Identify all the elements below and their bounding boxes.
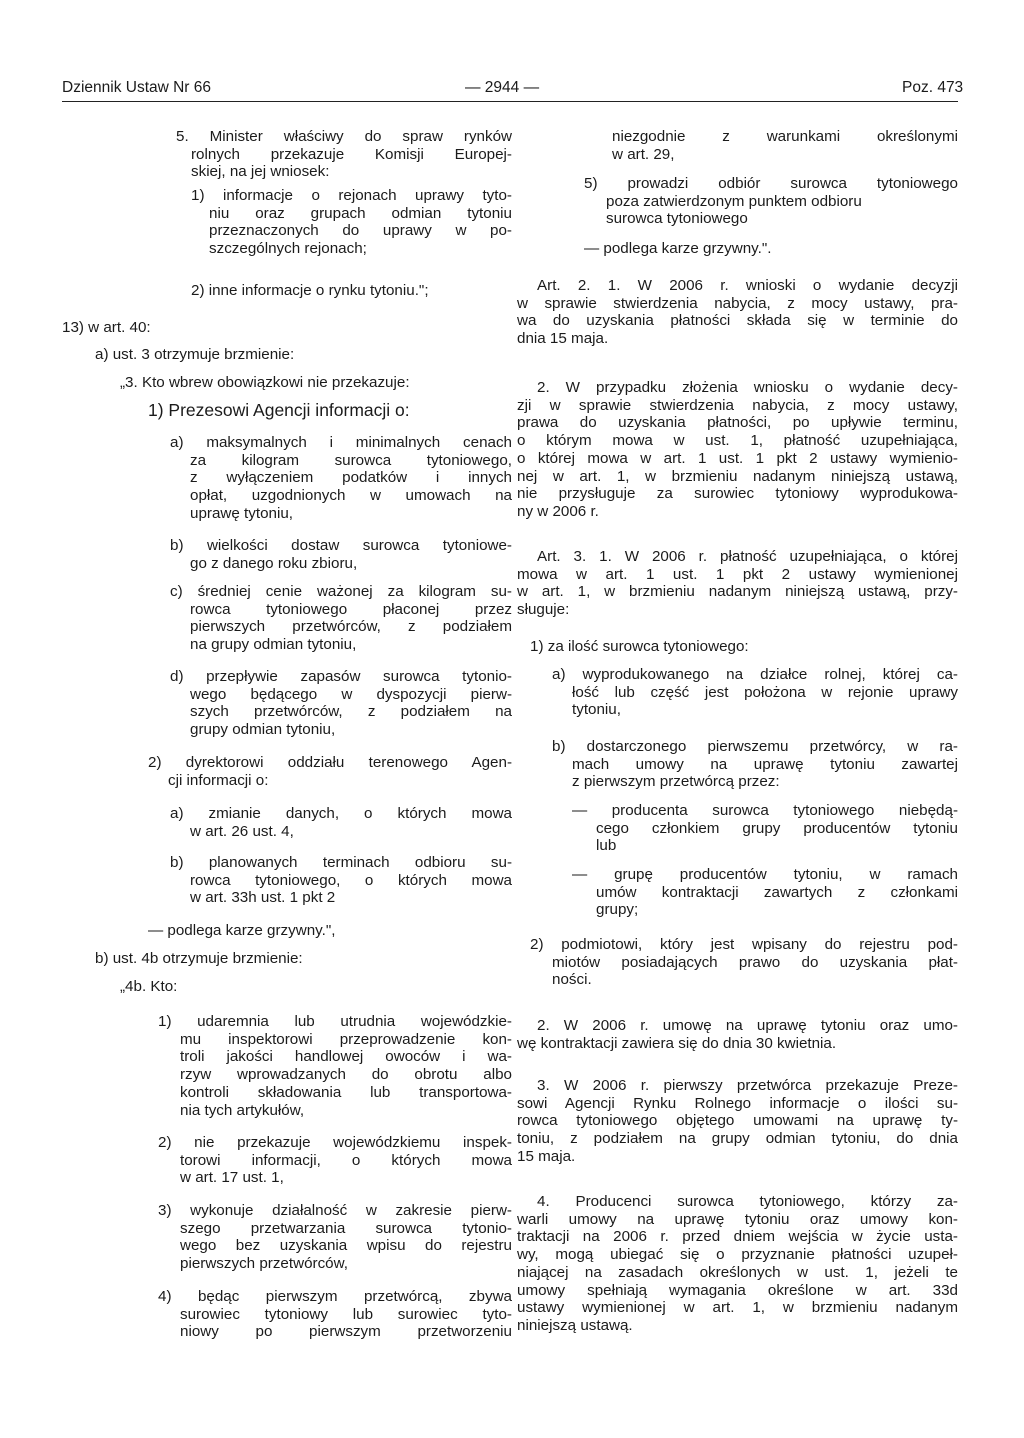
page-number: — 2944 — <box>465 79 540 96</box>
art-3-point-1a: a) wyprodukowanego na działce rolnej, której ca- łość lub część jest położona w rejonie uprawy tytoniu, <box>552 666 958 719</box>
art-3-point-1b: b) dostarczonego pierwszemu przetwórcy, w ra- mach umowy na uprawę tytoniu zawartej z pierwszym przetwórcą przez: <box>552 738 958 791</box>
item-5-point-1: 1) informacje o rejonach uprawy tyto- niu oraz grupach odmian tytoniu przeznaczonych do uprawy w po- szczególnych rejonach; <box>191 187 512 258</box>
point-4-continuation: niezgodnie z warunkami określonymi w art. 29, <box>612 128 958 163</box>
section-4b-point-2: 2) nie przekazuje wojewódzkiemu inspek- torowi informacji, o których mowa w art. 17 ust. 1, <box>158 1134 512 1187</box>
section-3-heading: „3. Kto wbrew obowiązkowi nie przekazuje: <box>120 374 410 391</box>
section-3-point-2: 2) dyrektorowi oddziału terenowego Agen- cji informacji o: <box>148 754 512 789</box>
point-2a: a) zmianie danych, o których mowa w art. 26 ust. 4, <box>170 805 512 840</box>
penalty-clause-left: — podlega karze grzywny.", <box>148 922 336 939</box>
position-number: Poz. 473 <box>902 79 964 96</box>
section-4b-point-3: 3) wykonuje działalność w zakresie pierw- szego przetwarzania surowca tytonio- wego bez uzyskania wpisu do rejestru pierwszych przetwórców, <box>158 1202 512 1273</box>
dash-item-group: — grupę producentów tytoniu, w ramach umów kontraktacji zawartych z członkami grupy; <box>572 866 958 919</box>
journal-title: Dziennik Ustaw Nr 66 <box>62 79 212 96</box>
point-5: 5) prowadzi odbiór surowca tytoniowego poza zatwierdzonym punktem odbioru surowca tytoniowego <box>584 175 958 228</box>
subsection-b-heading: b) ust. 4b otrzymuje brzmienie: <box>95 950 303 967</box>
art-2-section-2: 2. W przypadku złożenia wniosku o wydanie decy- zji w sprawie stwierdzenia nabycia, z mocy ustawy, prawa do uzyskania płatności, po upływie terminu, o którym mowa w ust. 1, płatność uzupełniająca, o której mowa w art. 1 ust. 1 pkt 2 ustawy wymienio- nej w art. 1, w brzmieniu nadanym niniejszą ustawą, nie przysługuje za surowiec tytoniowy wyprodukowa- ny w 2006 r. <box>517 379 958 520</box>
point-1c: c) średniej cenie ważonej za kilogram su- rowca tytoniowego płaconej przez pierwszych przetwórców, z podziałem na grupy odmian tytoniu, <box>170 583 512 654</box>
point-2b: b) planowanych terminach odbioru su- rowca tytoniowego, o których mowa w art. 33h ust. 1 pkt 2 <box>170 854 512 907</box>
point-1b: b) wielkości dostaw surowca tytoniowe- go z danego roku zbioru, <box>170 537 512 572</box>
point-1a: a) maksymalnych i minimalnych cenach za kilogram surowca tytoniowego, z wyłączeniem podatków i innych opłat, uzgodnionych w umowach na uprawę tytoniu, <box>170 434 512 522</box>
item-5-point-2: 2) inne informacje o rynku tytoniu."; <box>191 282 429 299</box>
art-13-heading: 13) w art. 40: <box>62 319 151 336</box>
art-3-point-1: 1) za ilość surowca tytoniowego: <box>530 638 749 655</box>
art-3-section-3: 3. W 2006 r. pierwszy przetwórca przekazuje Preze- sowi Agencji Rynku Rolnego informacje o ilości su- rowca tytoniowego objętego umowami na uprawę ty- toniu, z podziałem na grupy odmian tytoniu, do dnia 15 maja. <box>517 1077 958 1165</box>
point-1d: d) przepływie zapasów surowca tytonio- wego będącego w dyspozycji pierw- szych przetwórców, z podziałem na grupy odmian tytoniu, <box>170 668 512 739</box>
section-4b-heading: „4b. Kto: <box>120 978 178 995</box>
penalty-clause-right: — podlega karze grzywny.". <box>584 240 772 257</box>
art-3-point-2: 2) podmiotowi, który jest wpisany do rejestru pod- miotów posiadających prawo do uzyskania płat- ności. <box>530 936 958 989</box>
item-5-intro: 5. Minister właściwy do spraw rynków rolnych przekazuje Komisji Europej- skiej, na jej wniosek: <box>176 128 512 181</box>
art-3-section-1: Art. 3. 1. W 2006 r. płatność uzupełniająca, o której mowa w art. 1 ust. 1 pkt 2 ustawy wymienionej w art. 1, w brzmieniu nadanym niniejszą ustawą, przy- sługuje: <box>517 548 958 619</box>
art-3-section-2: 2. W 2006 r. umowę na uprawę tytoniu oraz umo- wę kontraktacji zawiera się do dnia 30 kwietnia. <box>517 1017 958 1052</box>
art-3-section-4: 4. Producenci surowca tytoniowego, którzy za- warli umowy na uprawę tytoniu oraz umowy kon- traktacji na 2006 r. przed dniem wejścia w życie usta- wy, mogą ubiegać się o przyznanie płatności uzupeł- niającej na zasadach określonych w ust. 1, jeżeli te umowy spełniają wymagania określone w art. 33d ustawy wymienionej w art. 1, w brzmieniu nadanym niniejszą ustawą. <box>517 1193 958 1334</box>
section-4b-point-1: 1) udaremnia lub utrudnia wojewódzkie- mu inspektorowi przeprowadzenie kon- troli jakości handlowej owoców i wa- rzyw wprowadzanych do obrotu albo kontroli składowania lub transportowa- nia tych artykułów, <box>158 1013 512 1119</box>
section-4b-point-4: 4) będąc pierwszym przetwórcą, zbywa surowiec tytoniowy lub surowiec tyto- niowy po pierwszym przetworzeniu <box>158 1288 512 1341</box>
dash-item-producer: — producenta surowca tytoniowego niebędą- cego członkiem grupy producentów tytoniu lub <box>572 802 958 855</box>
header-rule <box>62 101 958 102</box>
subsection-a-heading: a) ust. 3 otrzymuje brzmienie: <box>95 346 295 363</box>
section-3-point-1: 1) Prezesowi Agencji informacji o: <box>148 400 410 420</box>
art-2-section-1: Art. 2. 1. W 2006 r. wnioski o wydanie decyzji w sprawie stwierdzenia nabycia, z mocy ustawy, pra- wa do uzyskania płatności składa się w terminie do dnia 15 maja. <box>517 277 958 348</box>
